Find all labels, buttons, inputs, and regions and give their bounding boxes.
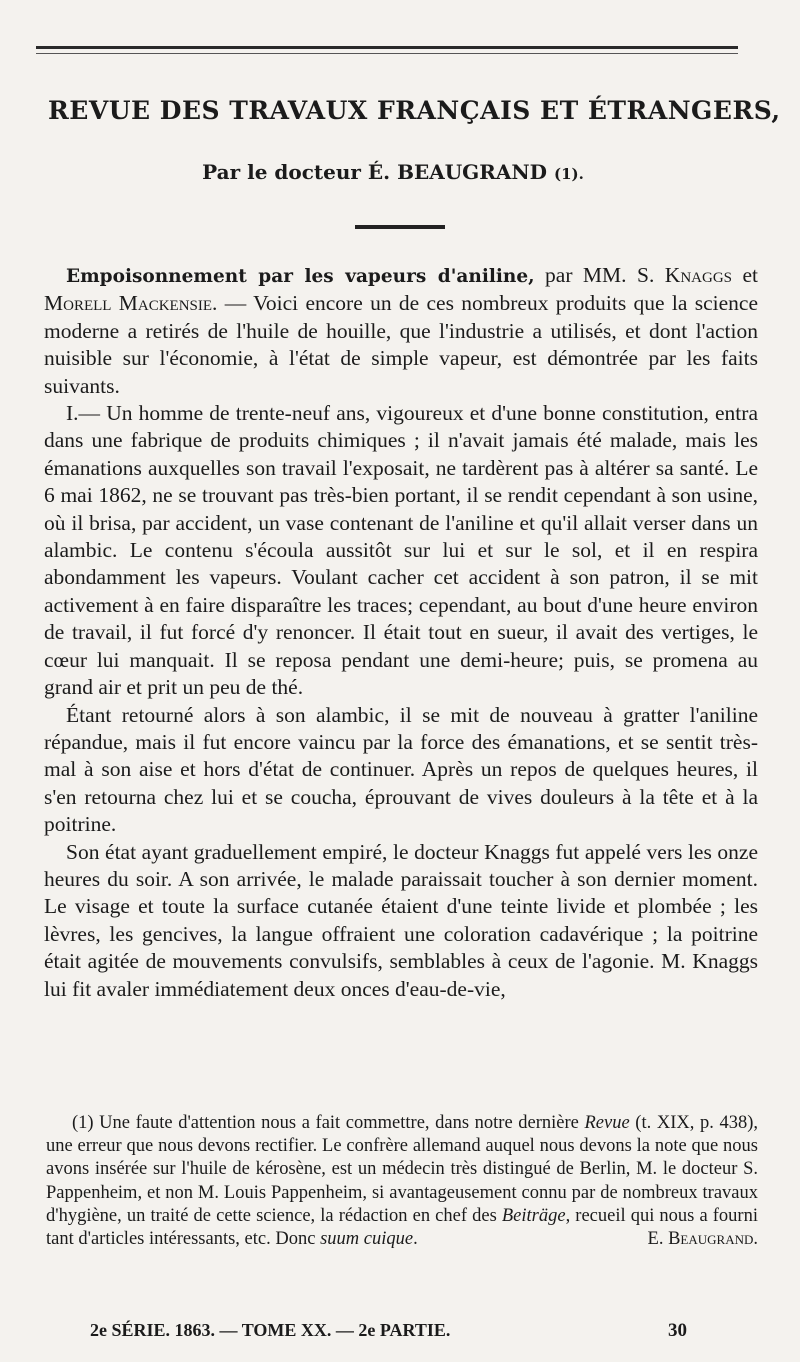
footnote-text-1: (1) Une faute d'attention nous a fait commettre, dans notre dernière: [72, 1113, 585, 1133]
footnote-beitrage: Beiträge: [501, 1205, 566, 1226]
top-rule: [36, 46, 738, 49]
intro-paragraph: [44, 262, 758, 400]
paragraph-3: Son état ayant graduellement empiré, le docteur Knaggs fut appelé vers les onze heures du soir. A son arrivée, le malade paraissait toucher à son dernier moment. Le visage et toute la surface cutanée étaient d'une teinte livide et plombée ; les lèvres, les gencives, la langue offraient une coloration cadavérique ; la poitrine était agitée de mouvements convulsifs, semblables à ceux de l'agonie. M. Knaggs lui fit avaler immédiatement deux onces d'eau-de-vie,: [44, 839, 758, 1001]
author-2: Morell Mackensie.: [44, 291, 218, 316]
footnote-text-2: (t. XIX, p. 438), une erreur que nous devons rectifier. Le confrère allemand auquel nous devons la note que nous avons insérée sur l'huile de kérosène, est un médecin très distingué de Berlin, M. le docteur S. Pappenheim, et non M. Louis Pappenheim, si avantageusement connu par de nombreux travaux d'hygiène, un traité de cette science, la rédaction en chef des: [46, 1113, 758, 1226]
footnote-text-4: .: [413, 1229, 418, 1250]
footnote-text-3: , recueil qui nous a fourni tant d'articles intéressants, etc. Donc: [46, 1205, 758, 1250]
article-body: [44, 262, 758, 1003]
section-divider: [355, 225, 445, 229]
footnote-suum: suum cuique: [320, 1229, 414, 1250]
author-1: Knaggs: [664, 263, 732, 287]
footnote-signature: E. Beaugrand.: [647, 1229, 758, 1250]
page-number: 30: [668, 1320, 687, 1341]
page-title: REVUE DES TRAVAUX FRANÇAIS ET ÉTRANGERS,: [48, 96, 781, 125]
footnote-paragraph: [46, 1112, 758, 1251]
intro-text: — Voici encore un de ces nombreux produits que la science moderne a retirés de l'huile de houille, que l'industrie a utilisés, et dont l'action nuisible sur l'économie, à l'état de simple vapeur, est démontrée par les faits suivants.: [44, 291, 758, 398]
top-rule-thin: [36, 53, 738, 54]
footnote: [46, 1112, 758, 1251]
lead-authors-prefix: par MM. S.: [534, 263, 665, 287]
series-footer: 2e SÉRIE. 1863. — TOME XX. — 2e PARTIE.: [90, 1320, 451, 1340]
byline-text: Par le docteur É. BEAUGRAND: [202, 160, 548, 184]
article-lead-title: Empoisonnement par les vapeurs d'aniline,: [66, 266, 535, 287]
and-text: et: [732, 263, 758, 287]
footnote-revue: Revue: [584, 1113, 630, 1133]
paragraph-2: Étant retourné alors à son alambic, il se mit de nouveau à gratter l'aniline répandue, mais il fut encore vaincu par la force des émanations, et se sentit très-mal à son aise et hors d'état de continuer. Après un repos de quelques heures, il s'en retourna chez lui et se coucha, éprouvant de vives douleurs à la tête et à la poitrine.: [44, 702, 758, 837]
byline: [48, 160, 738, 184]
footnote-ref: (1).: [553, 165, 584, 183]
paragraph-1: I.— Un homme de trente-neuf ans, vigoureux et d'une bonne constitution, entra dans une fabrique de produits chimiques ; il n'avait jamais été malade, mais les émanations auxquelles son travail l'exposait, ne tardèrent pas à altérer sa santé. Le 6 mai 1862, ne se trouvant pas très-bien portant, il se rendit cependant à son usine, où il brisa, par accident, un vase contenant de l'aniline et qu'il allait verser dans un alambic. Le contenu s'écoula aussitôt sur lui et sur le sol, et il en respira abondamment les vapeurs. Voulant cacher cet accident à son patron, il se mit activement à en faire disparaître les traces; cependant, au bout d'une heure environ de travail, il fut forcé d'y renoncer. Il était tout en sueur, il avait des vertiges, le cœur lui manquait. Il se reposa pendant une demi-heure; puis, se promena au grand air et prit un peu de thé.: [44, 401, 758, 700]
